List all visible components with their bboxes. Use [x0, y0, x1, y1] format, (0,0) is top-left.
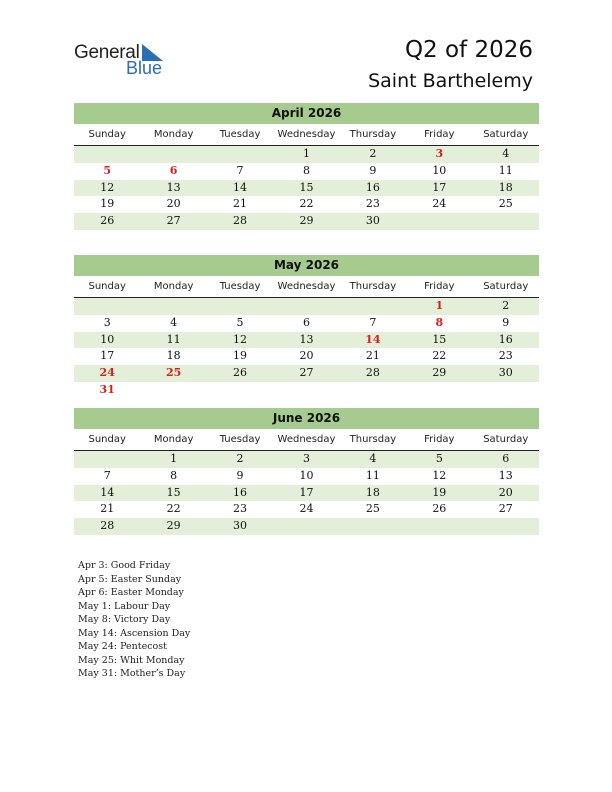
week-row: [74, 315, 539, 332]
month-calendar: [74, 408, 539, 535]
day-cell: 15: [299, 180, 314, 194]
logo: [74, 42, 174, 78]
day-cell: 1: [170, 452, 178, 465]
day-cell: 13: [299, 332, 314, 346]
weekday-label: Monday: [153, 281, 194, 292]
day-cell: 15: [432, 332, 447, 346]
empty-day-cell: [140, 146, 206, 163]
day-cell: 30: [365, 214, 380, 228]
week-row: [74, 451, 539, 468]
day-cell: 4: [502, 147, 510, 160]
day-cell: 12: [432, 468, 447, 482]
month-title: June 2026: [74, 408, 539, 429]
empty-day-cell: [74, 298, 140, 315]
week-row: [74, 501, 539, 518]
day-cell: 8: [302, 163, 310, 177]
day-cell: 27: [299, 366, 314, 380]
day-cell: 10: [100, 332, 115, 346]
day-cell: 21: [100, 502, 115, 516]
day-cell: 5: [236, 315, 244, 329]
day-cell: 19: [100, 197, 115, 211]
day-cell: 19: [432, 485, 447, 499]
day-cell: 20: [498, 485, 513, 499]
day-cell: 11: [166, 332, 181, 346]
week-row: [74, 348, 539, 365]
day-cell: 28: [233, 214, 248, 228]
week-row: [74, 365, 539, 382]
day-cell: 26: [100, 214, 115, 228]
day-cell: 8: [170, 468, 178, 482]
day-cell: 17: [299, 485, 314, 499]
day-cell: 11: [365, 468, 380, 482]
empty-day-cell: [140, 382, 206, 399]
day-cell: 15: [166, 485, 181, 499]
holiday-note: May 31: Mother’s Day: [78, 668, 186, 679]
day-cell: 9: [236, 468, 244, 482]
empty-day-cell: [473, 382, 539, 399]
weekday-label: Sunday: [88, 434, 126, 445]
day-cell: 4: [170, 315, 178, 329]
day-cell: 7: [369, 315, 377, 329]
empty-day-cell: [473, 213, 539, 230]
day-cell: 6: [502, 452, 510, 465]
day-cell: 2: [236, 452, 244, 465]
empty-day-cell: [207, 298, 273, 315]
day-cell: 27: [166, 214, 181, 228]
holiday-note: May 25: Whit Monday: [78, 654, 185, 666]
day-cell: 5: [103, 163, 112, 177]
weekday-label: Thursday: [349, 434, 397, 445]
weekday-label: Saturday: [483, 434, 529, 445]
weekday-header-row: [74, 430, 539, 451]
day-cell: 19: [233, 349, 248, 363]
day-cell: 9: [369, 163, 377, 177]
day-cell: 30: [498, 366, 513, 380]
day-cell: 29: [299, 214, 314, 228]
week-row: [74, 485, 539, 502]
day-cell: 25: [365, 502, 380, 516]
day-cell: 3: [435, 147, 444, 160]
weekday-label: Saturday: [483, 129, 529, 140]
weekday-label: Friday: [424, 129, 455, 140]
week-row: [74, 468, 539, 485]
day-cell: 16: [498, 332, 513, 346]
day-cell: 17: [100, 349, 115, 363]
week-row: [74, 382, 539, 399]
weekday-label: Saturday: [483, 281, 529, 292]
day-cell: 21: [365, 349, 380, 363]
day-cell: 10: [432, 163, 447, 177]
day-cell: 29: [432, 366, 447, 380]
day-cell: 24: [99, 366, 115, 380]
day-cell: 24: [432, 197, 447, 211]
page-title: Q2 of 2026: [404, 37, 533, 63]
day-cell: 5: [435, 452, 443, 465]
day-cell: 13: [166, 180, 181, 194]
month-title: April 2026: [74, 103, 539, 124]
weekday-label: Monday: [153, 129, 194, 140]
day-cell: 21: [233, 197, 248, 211]
week-row: [74, 298, 539, 315]
day-cell: 3: [103, 315, 111, 329]
empty-day-cell: [340, 298, 406, 315]
weekday-label: Friday: [424, 434, 455, 445]
day-cell: 20: [166, 197, 181, 211]
day-cell: 6: [302, 315, 310, 329]
holiday-note: Apr 6: Easter Monday: [78, 587, 184, 598]
empty-day-cell: [406, 382, 472, 399]
logo-word-general: General: [74, 42, 140, 63]
day-cell: 18: [498, 180, 513, 194]
week-row: [74, 332, 539, 349]
holiday-note: Apr 5: Easter Sunday: [78, 573, 182, 585]
month-calendar: [74, 255, 539, 399]
logo-word-blue: Blue: [126, 58, 163, 78]
day-cell: 17: [432, 180, 447, 194]
day-cell: 2: [369, 147, 377, 160]
day-cell: 7: [103, 468, 111, 482]
day-cell: 22: [166, 502, 181, 516]
holiday-note: May 24: Pentecost: [78, 641, 167, 652]
day-cell: 4: [369, 452, 377, 465]
day-cell: 25: [165, 366, 182, 380]
holiday-note: Apr 3: Good Friday: [78, 560, 171, 571]
day-cell: 10: [299, 468, 314, 482]
empty-day-cell: [207, 146, 273, 163]
day-cell: 23: [233, 502, 248, 516]
weekday-label: Wednesday: [277, 281, 336, 292]
month-title: May 2026: [74, 255, 539, 276]
empty-day-cell: [273, 382, 339, 399]
day-cell: 14: [100, 485, 115, 499]
day-cell: 9: [502, 315, 510, 329]
weekday-label: Wednesday: [277, 434, 336, 445]
day-cell: 23: [498, 349, 513, 363]
day-cell: 28: [365, 366, 380, 380]
holiday-list: [78, 559, 190, 681]
week-row: [74, 518, 539, 535]
day-cell: 24: [299, 502, 314, 516]
empty-day-cell: [406, 518, 472, 535]
day-cell: 29: [166, 519, 181, 533]
day-cell: 23: [365, 197, 380, 211]
day-cell: 25: [498, 197, 513, 211]
month-calendar: [74, 103, 539, 230]
weekday-label: Sunday: [88, 129, 126, 140]
day-cell: 26: [432, 502, 447, 516]
holiday-note: May 1: Labour Day: [78, 600, 171, 612]
weekday-header-row: [74, 277, 539, 298]
day-cell: 26: [233, 366, 248, 380]
empty-day-cell: [340, 518, 406, 535]
empty-day-cell: [406, 213, 472, 230]
day-cell: 16: [233, 485, 248, 499]
day-cell: 7: [236, 163, 244, 177]
day-cell: 14: [233, 180, 248, 194]
empty-day-cell: [340, 382, 406, 399]
page-subtitle: Saint Barthelemy: [368, 70, 533, 92]
weekday-label: Thursday: [349, 281, 397, 292]
empty-day-cell: [473, 518, 539, 535]
week-row: [74, 180, 539, 197]
day-cell: 1: [435, 299, 444, 312]
weekday-header-row: [74, 125, 539, 146]
weekday-label: Tuesday: [219, 129, 261, 140]
day-cell: 3: [302, 452, 310, 465]
empty-day-cell: [140, 298, 206, 315]
week-row: [74, 146, 539, 163]
day-cell: 16: [365, 180, 380, 194]
day-cell: 22: [299, 197, 314, 211]
week-row: [74, 163, 539, 180]
weekday-label: Thursday: [349, 129, 397, 140]
empty-day-cell: [74, 146, 140, 163]
weekday-label: Tuesday: [219, 434, 261, 445]
holiday-note: May 14: Ascension Day: [78, 627, 191, 639]
holiday-note: May 8: Victory Day: [78, 614, 171, 625]
empty-day-cell: [273, 298, 339, 315]
weekday-label: Sunday: [88, 281, 126, 292]
week-row: [74, 196, 539, 213]
weekday-label: Wednesday: [277, 129, 336, 140]
day-cell: 14: [365, 332, 381, 346]
day-cell: 12: [233, 332, 248, 346]
day-cell: 20: [299, 349, 314, 363]
day-cell: 6: [169, 163, 178, 177]
week-row: [74, 213, 539, 230]
day-cell: 11: [498, 163, 513, 177]
day-cell: 2: [502, 299, 510, 312]
day-cell: 30: [233, 519, 248, 533]
weekday-label: Monday: [153, 434, 194, 445]
empty-day-cell: [273, 518, 339, 535]
day-cell: 18: [166, 349, 181, 363]
weekday-label: Friday: [424, 281, 455, 292]
empty-day-cell: [74, 451, 140, 468]
day-cell: 8: [435, 315, 444, 329]
day-cell: 27: [498, 502, 513, 516]
day-cell: 13: [498, 468, 513, 482]
day-cell: 22: [432, 349, 447, 363]
day-cell: 31: [99, 382, 115, 396]
empty-day-cell: [207, 382, 273, 399]
day-cell: 1: [302, 147, 310, 160]
day-cell: 28: [100, 519, 115, 533]
day-cell: 18: [365, 485, 380, 499]
day-cell: 12: [100, 180, 115, 194]
weekday-label: Tuesday: [219, 281, 261, 292]
